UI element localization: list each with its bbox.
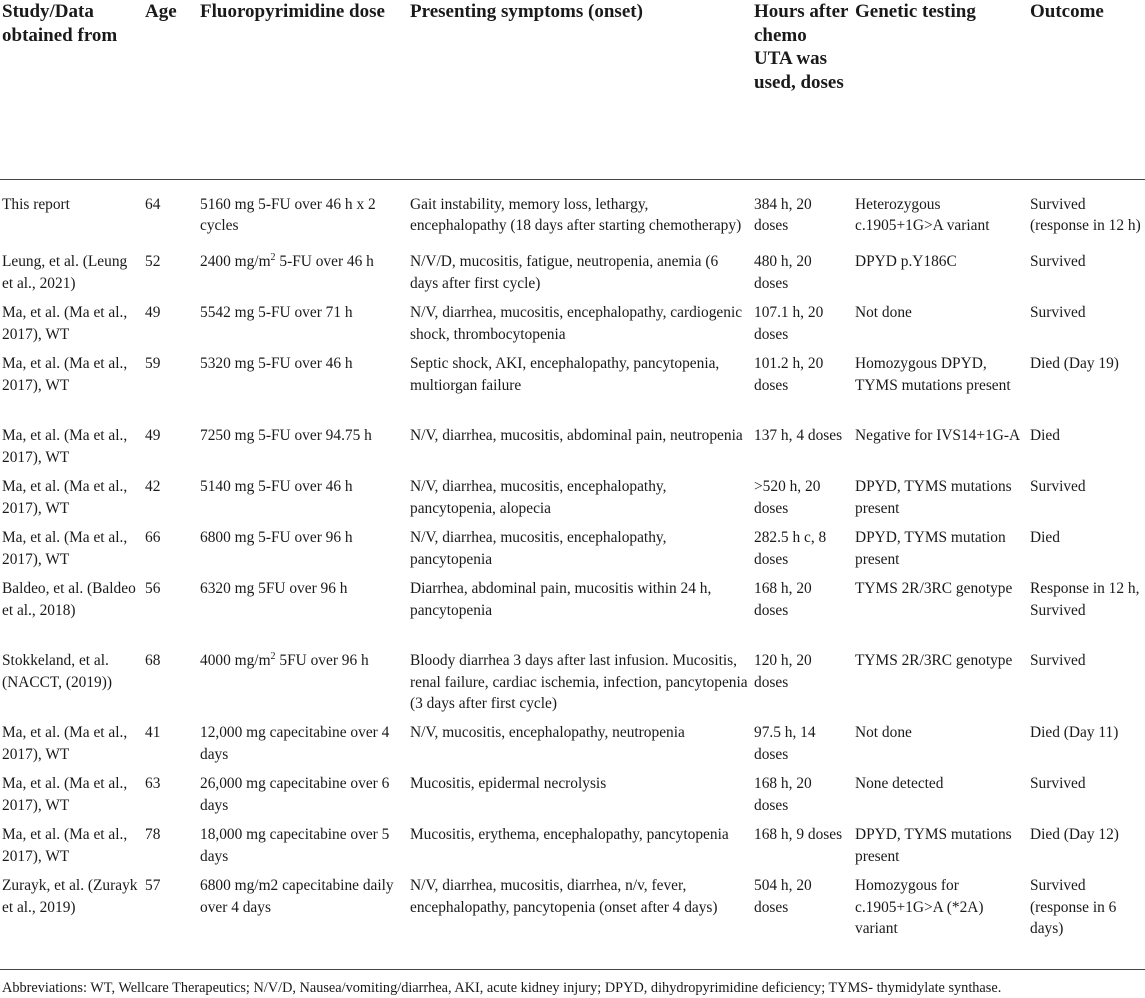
cell-genetic: TYMS 2R/3RC genotype	[855, 652, 1013, 669]
cell-study: Ma, et al. (Ma et al., 2017), WT	[2, 529, 128, 568]
cell-age: 49	[145, 304, 161, 321]
cell-dose: 7250 mg 5-FU over 94.75 h	[200, 427, 372, 444]
cell-symptoms: N/V, mucositis, encephalopathy, neutropenia	[410, 724, 685, 741]
cell-hours: 168 h, 20 doses	[754, 580, 812, 619]
cell-symptoms: Mucositis, erythema, encephalopathy, pancytopenia	[410, 826, 729, 843]
superscript: 2	[270, 650, 276, 662]
cell-hours: 120 h, 20 doses	[754, 652, 812, 691]
cell-dose: 5542 mg 5-FU over 71 h	[200, 304, 353, 321]
table-row	[0, 179, 1145, 251]
cell-study: Zurayk, et al. (Zurayk et al., 2019)	[2, 877, 138, 916]
cell-hours: 168 h, 9 doses	[754, 826, 843, 843]
header-symptoms: Presenting symptoms (onset)	[410, 1, 643, 22]
cell-genetic: None detected	[855, 775, 944, 792]
cell-outcome: Survived (response in 6 days)	[1030, 877, 1117, 938]
table-header-row	[0, 0, 1145, 179]
cell-study: Stokkeland, et al. (NACCT, (2019))	[2, 652, 112, 691]
table-row	[0, 302, 1145, 353]
superscript: 2	[270, 251, 276, 263]
cell-dose	[198, 650, 408, 722]
table-row	[0, 650, 1145, 722]
table-row	[0, 722, 1145, 773]
cell-dose: 12,000 mg capecitabine over 4 days	[200, 724, 390, 763]
cell-dose: 18,000 mg capecitabine over 5 days	[200, 826, 390, 865]
header-hours: Hours after chemo UTA was used, doses	[754, 1, 849, 93]
cell-hours: 504 h, 20 doses	[754, 877, 812, 916]
cell-study: Ma, et al. (Ma et al., 2017), WT	[2, 304, 128, 343]
cell-hours: 480 h, 20 doses	[754, 253, 812, 292]
cell-outcome: Survived	[1030, 304, 1086, 321]
cell-study: Ma, et al. (Ma et al., 2017), WT	[2, 427, 128, 466]
cell-genetic: Heterozygous c.1905+1G>A variant	[855, 195, 990, 235]
cell-dose: 6320 mg 5FU over 96 h	[200, 580, 348, 597]
cell-dose: 26,000 mg capecitabine over 6 days	[200, 775, 390, 814]
header-genetic: Genetic testing	[855, 1, 976, 22]
cell-symptoms: N/V, diarrhea, mucositis, encephalopathy, pancytopenia	[410, 529, 667, 568]
cell-outcome: Survived (response in 12 h)	[1030, 195, 1141, 235]
cell-hours: 97.5 h, 14 doses	[754, 724, 816, 763]
cell-hours: 101.2 h, 20 doses	[754, 355, 824, 394]
cell-genetic: TYMS 2R/3RC genotype	[855, 580, 1013, 597]
cell-study: Baldeo, et al. (Baldeo et al., 2018)	[2, 580, 136, 619]
table-row	[0, 251, 1145, 302]
cell-hours: 384 h, 20 doses	[754, 195, 812, 235]
cell-genetic: DPYD, TYMS mutations present	[855, 478, 1012, 517]
cell-genetic: DPYD, TYMS mutation present	[855, 529, 1006, 568]
cell-symptoms: N/V, diarrhea, mucositis, encephalopathy, pancytopenia, alopecia	[410, 478, 667, 517]
cell-age: 57	[145, 877, 161, 894]
cell-dose: 5320 mg 5-FU over 46 h	[200, 355, 353, 372]
cell-study: Leung, et al. (Leung et al., 2021)	[2, 253, 128, 292]
cell-outcome: Response in 12 h, Survived	[1030, 580, 1140, 619]
cell-study: Ma, et al. (Ma et al., 2017), WT	[2, 478, 128, 517]
cell-outcome: Died (Day 19)	[1030, 355, 1119, 372]
table-row	[0, 476, 1145, 527]
cell-symptoms: Mucositis, epidermal necrolysis	[410, 775, 607, 792]
dose-text: 2400 mg/m	[200, 253, 271, 270]
cell-dose: 6800 mg/m2 capecitabine daily over 4 days	[200, 877, 394, 916]
cell-dose: 5140 mg 5-FU over 46 h	[200, 478, 353, 495]
cell-genetic: Homozygous for c.1905+1G>A (*2A) variant	[855, 877, 984, 938]
cell-outcome: Died (Day 11)	[1030, 724, 1119, 741]
header-dose: Fluoropyrimidine dose	[200, 1, 385, 22]
cell-genetic: Not done	[855, 304, 912, 321]
cell-age: 41	[145, 724, 161, 741]
cell-outcome: Survived	[1030, 253, 1086, 270]
table-row	[0, 527, 1145, 578]
cell-dose	[198, 251, 408, 302]
table-row	[0, 824, 1145, 875]
cell-symptoms: Septic shock, AKI, encephalopathy, pancytopenia, multiorgan failure	[410, 355, 720, 394]
cell-outcome: Survived	[1030, 775, 1086, 792]
cell-outcome: Survived	[1030, 478, 1086, 495]
cell-study: This report	[2, 195, 70, 213]
cell-age: 68	[145, 652, 161, 669]
cell-genetic: Not done	[855, 724, 912, 741]
cell-genetic: Negative for IVS14+1G-A	[855, 427, 1021, 444]
cell-symptoms: N/V/D, mucositis, fatigue, neutropenia, anemia (6 days after first cycle)	[410, 253, 719, 292]
cell-age: 56	[145, 580, 161, 597]
cell-age: 78	[145, 826, 161, 843]
cell-outcome: Survived	[1030, 652, 1086, 669]
cell-genetic: Homozygous DPYD, TYMS mutations present	[855, 355, 1011, 394]
cell-age: 49	[145, 427, 161, 444]
cell-age: 52	[145, 253, 161, 270]
table-row	[0, 773, 1145, 824]
header-outcome: Outcome	[1030, 1, 1104, 22]
table-row	[0, 425, 1145, 476]
cell-study: Ma, et al. (Ma et al., 2017), WT	[2, 775, 128, 814]
cell-hours: >520 h, 20 doses	[754, 478, 821, 517]
cell-genetic: DPYD, TYMS mutations present	[855, 826, 1012, 865]
cell-age: 66	[145, 529, 161, 546]
cell-hours: 107.1 h, 20 doses	[754, 304, 824, 343]
table-row	[0, 875, 1145, 947]
table-row	[0, 353, 1145, 425]
cell-study: Ma, et al. (Ma et al., 2017), WT	[2, 826, 128, 865]
cell-symptoms: Bloody diarrhea 3 days after last infusion. Mucositis, renal failure, cardiac ischemia, infection, pancytopenia (3 days after first cycle)	[410, 652, 748, 713]
cell-symptoms: N/V, diarrhea, mucositis, diarrhea, n/v, fever, encephalopathy, pancytopenia (onset after 4 days)	[410, 877, 718, 916]
cell-age: 64	[145, 195, 161, 213]
header-age: Age	[145, 1, 177, 22]
cell-symptoms: N/V, diarrhea, mucositis, encephalopathy, cardiogenic shock, thrombocytopenia	[410, 304, 743, 343]
cell-age: 42	[145, 478, 161, 495]
cell-outcome: Died	[1030, 529, 1060, 546]
cell-hours: 137 h, 4 doses	[754, 427, 843, 444]
header-study: Study/Data obtained from	[2, 1, 118, 46]
table-footnote: Abbreviations: WT, Wellcare Therapeutics; N/V/D, Nausea/vomiting/diarrhea, AKI, acute kidney injury; DPYD, dihydropyrimidine deficiency; TYMS- thymidylate synthase.	[0, 969, 1145, 998]
cell-study: Ma, et al. (Ma et al., 2017), WT	[2, 724, 128, 763]
cell-study: Ma, et al. (Ma et al., 2017), WT	[2, 355, 128, 394]
cell-dose: 6800 mg 5-FU over 96 h	[200, 529, 353, 546]
table-row	[0, 578, 1145, 650]
cell-outcome: Died	[1030, 427, 1060, 444]
cell-hours: 168 h, 20 doses	[754, 775, 812, 814]
dose-text-rest: 5FU over 96 h	[275, 652, 369, 669]
dose-text-rest: 5-FU over 46 h	[275, 253, 374, 270]
dose-text: 4000 mg/m	[200, 652, 271, 669]
cell-genetic: DPYD p.Y186C	[855, 253, 957, 270]
cell-hours: 282.5 h c, 8 doses	[754, 529, 827, 568]
cell-symptoms: N/V, diarrhea, mucositis, abdominal pain, neutropenia	[410, 427, 743, 444]
cell-outcome: Died (Day 12)	[1030, 826, 1119, 843]
cell-age: 59	[145, 355, 161, 372]
cell-symptoms: Diarrhea, abdominal pain, mucositis within 24 h, pancytopenia	[410, 580, 712, 619]
cell-symptoms: Gait instability, memory loss, lethargy, encephalopathy (18 days after starting chemotherapy)	[410, 195, 742, 235]
cell-age: 63	[145, 775, 161, 792]
cell-dose: 5160 mg 5-FU over 46 h x 2 cycles	[200, 195, 376, 235]
